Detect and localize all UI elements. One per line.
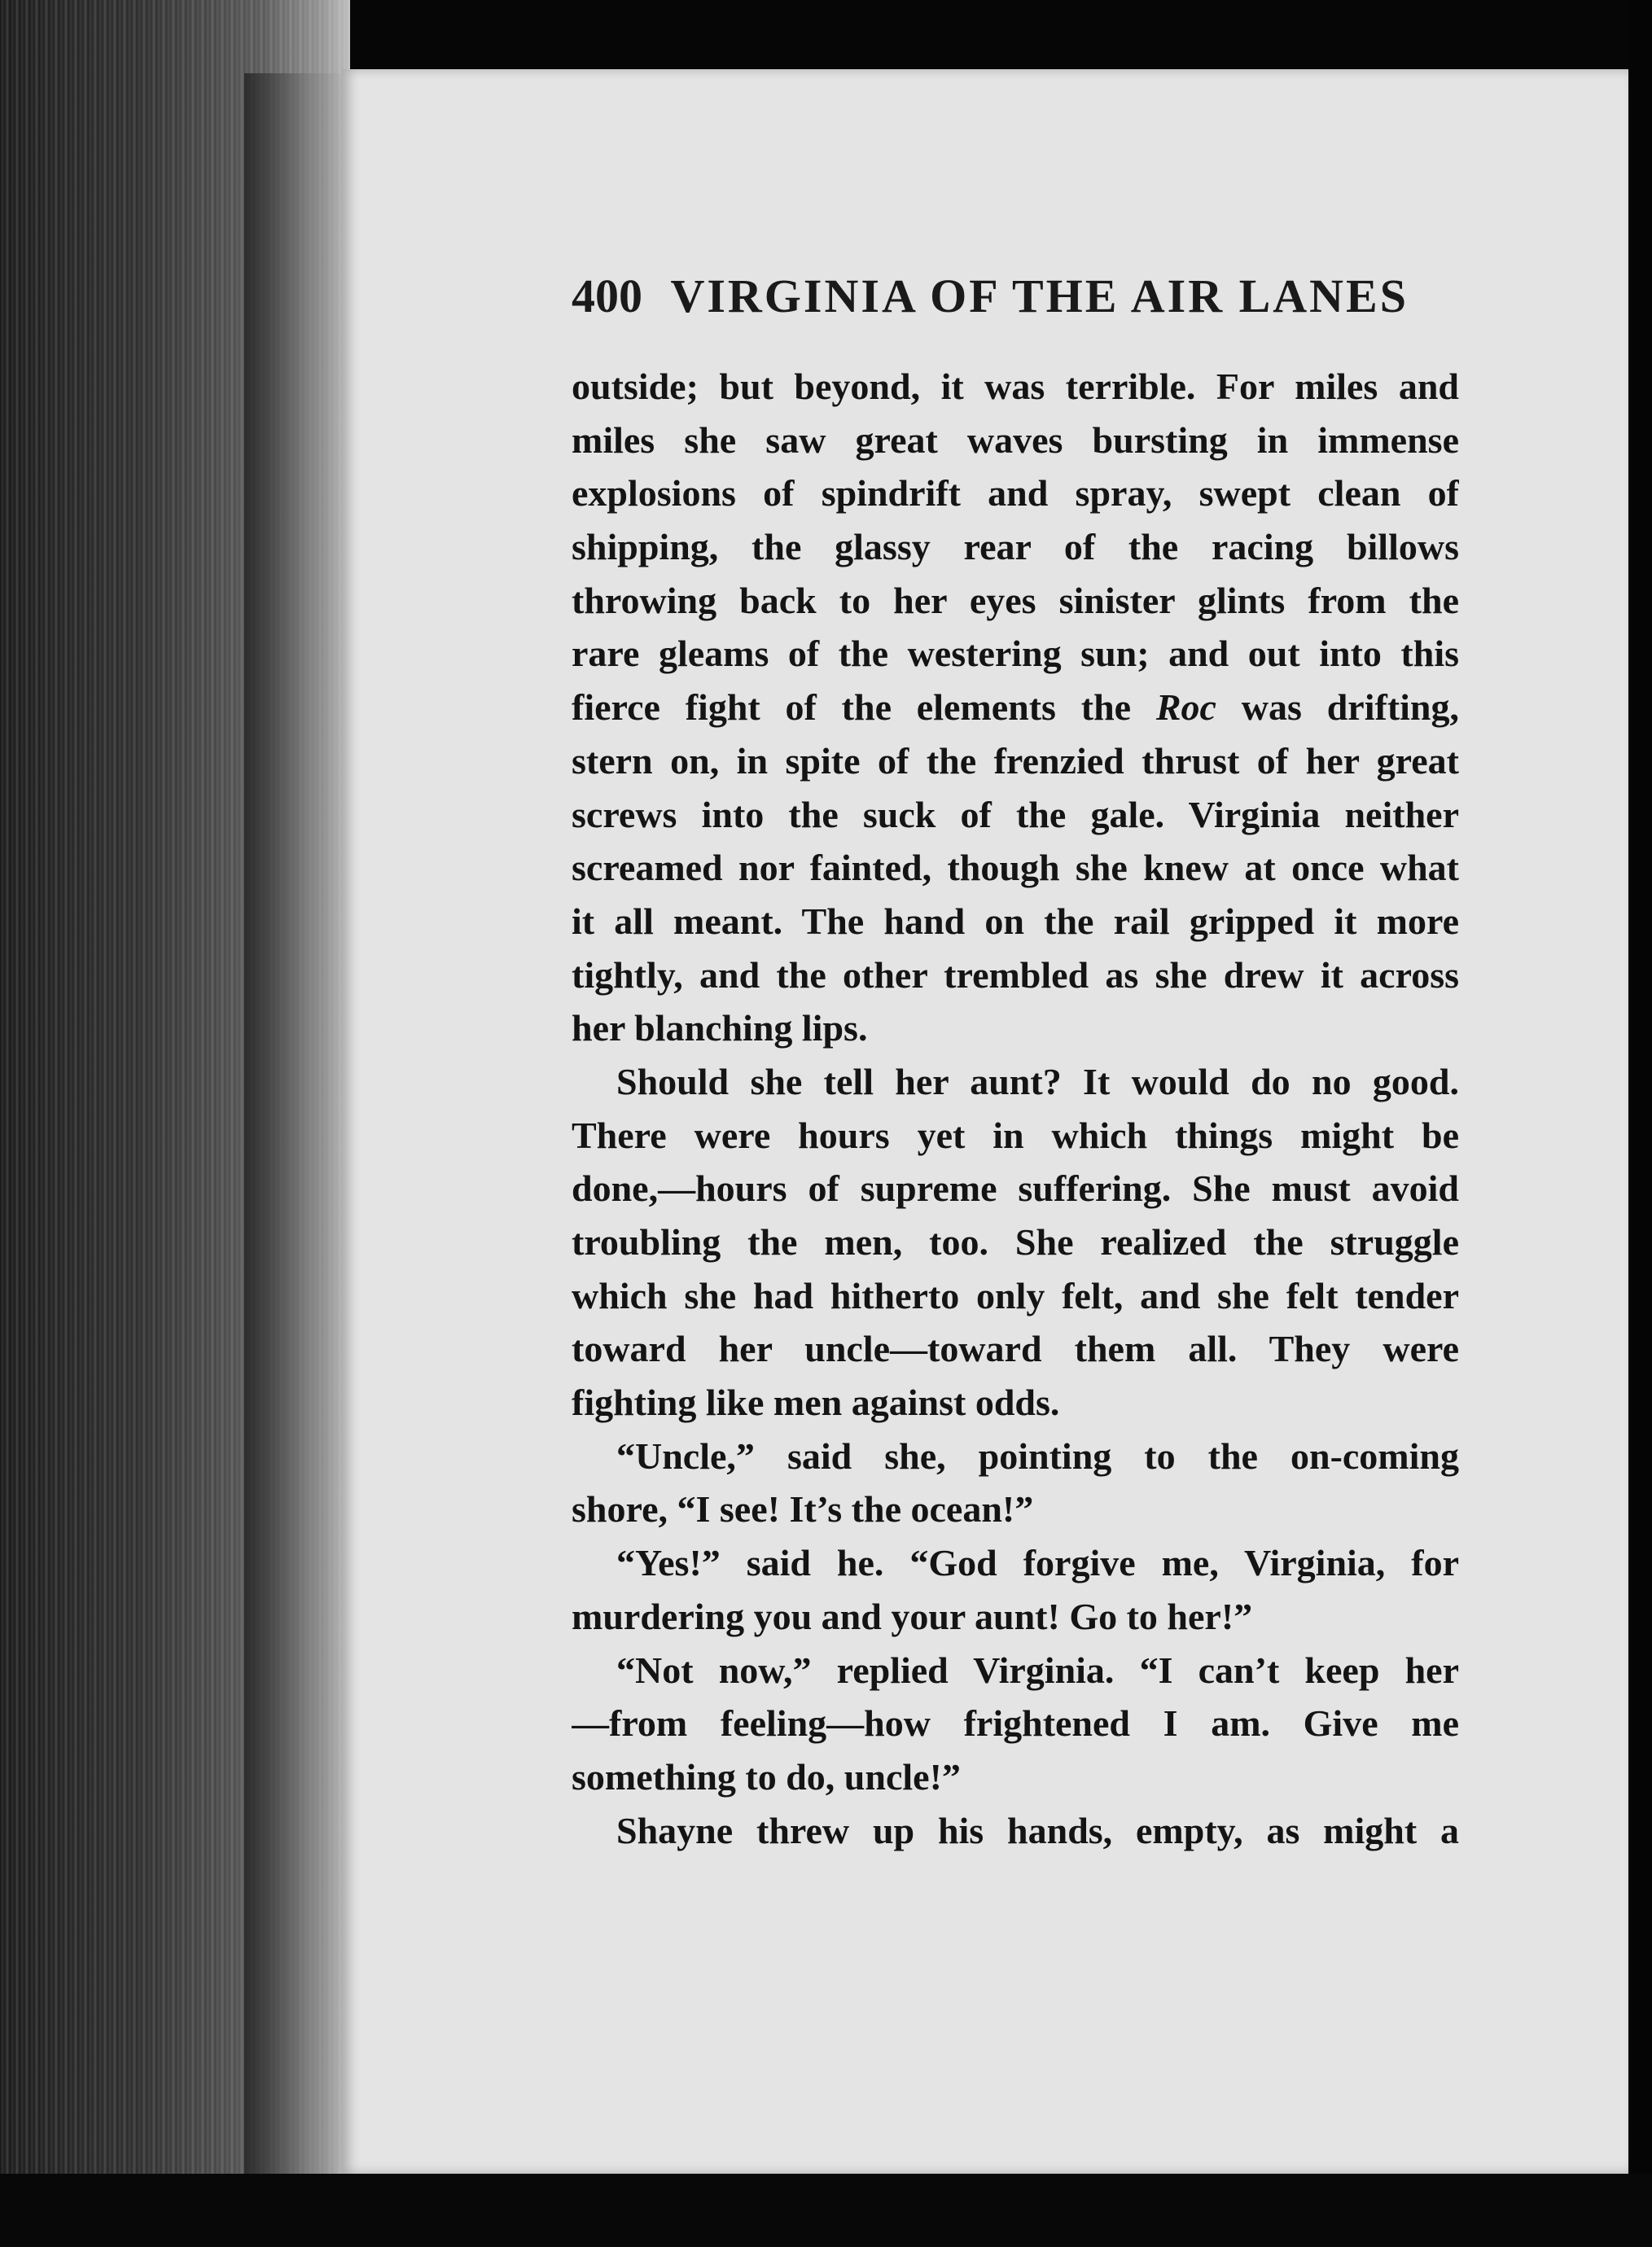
text-line: toward her uncle—toward them all. They were	[572, 1328, 1459, 1370]
text-line: There were hours yet in which things might be	[572, 1114, 1459, 1156]
text-line: screamed nor fainted, though she knew at once what	[572, 847, 1459, 889]
text-line: which she had hitherto only felt, and she felt tender	[572, 1274, 1459, 1316]
text-line: tightly, and the other trembled as she drew it across	[572, 953, 1459, 996]
text-line: miles she saw great waves bursting in immense	[572, 418, 1459, 461]
text-line: explosions of spindrift and spray, swept clean of	[572, 472, 1459, 515]
binding-shadow	[244, 73, 350, 2174]
text-line: fighting like men against odds.	[572, 1382, 1060, 1424]
text-line: Should she tell her aunt? It would do no good.	[616, 1060, 1459, 1102]
text-line: “Uncle,” said she, pointing to the on-coming	[616, 1434, 1459, 1477]
running-header	[572, 269, 1451, 323]
text-line: Shayne threw up his hands, empty, as might a	[616, 1809, 1459, 1851]
running-head-title: VIRGINIA OF THE AIR LANES	[670, 269, 1409, 322]
text-line: it all meant. The hand on the rail gripped it more	[572, 900, 1459, 942]
text-line: something to do, uncle!”	[572, 1755, 961, 1798]
page-number: 400	[572, 269, 642, 322]
text-line: fierce fight of the elements the Roc was drifting,	[572, 686, 1459, 729]
text-line: shipping, the glassy rear of the racing billows	[572, 526, 1459, 568]
ship-name-italic: Roc	[1155, 686, 1216, 729]
text-line: troubling the men, too. She realized the struggle	[572, 1221, 1459, 1263]
text-line: her blanching lips.	[572, 1007, 868, 1049]
body-text	[572, 360, 1459, 1857]
text-line: “Yes!” said he. “God forgive me, Virginia, for	[616, 1542, 1459, 1584]
text-line: done,—hours of supreme suffering. She must avoid	[572, 1167, 1459, 1210]
text-line: stern on, in spite of the frenzied thrust of her great	[572, 739, 1459, 782]
text-line: “Not now,” replied Virginia. “I can’t keep her	[616, 1649, 1459, 1691]
text-line: throwing back to her eyes sinister glints from the	[572, 579, 1459, 621]
scan-bottom-border	[0, 2174, 1652, 2247]
scan-right-border	[1628, 0, 1652, 2247]
text-line: rare gleams of the westering sun; and out into this	[572, 633, 1459, 675]
text-line: outside; but beyond, it was terrible. For miles and	[572, 366, 1459, 407]
text-line: murdering you and your aunt! Go to her!”	[572, 1595, 1253, 1637]
book-page	[342, 69, 1628, 2174]
text-line: screws into the suck of the gale. Virginia neither	[572, 793, 1459, 835]
text-line: —from feeling—how frightened I am. Give me	[572, 1702, 1459, 1745]
text-line: shore, “I see! It’s the ocean!”	[572, 1488, 1034, 1531]
